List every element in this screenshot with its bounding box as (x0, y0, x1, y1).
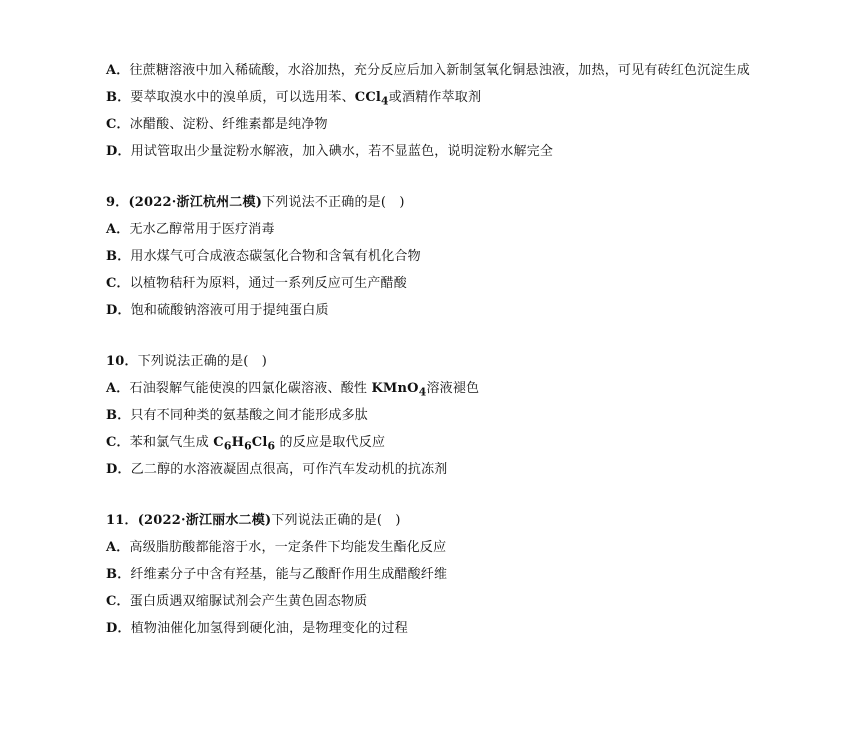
formula-c6h6cl6: $C_6H_6Cl_6$ (213, 435, 276, 453)
option-label: C． (106, 435, 130, 450)
option-text: 的反应是取代反应 (275, 435, 386, 450)
q9-option-a (106, 221, 275, 239)
option-label: D． (106, 144, 131, 159)
q8-option-b (106, 89, 481, 111)
question-source: (2022·浙江丽水二模) (137, 513, 272, 528)
q9-option-d (106, 302, 329, 320)
option-label: A． (106, 381, 130, 396)
q9-option-c (106, 275, 407, 293)
q10-stem (106, 353, 267, 371)
q8-option-c (106, 116, 328, 134)
option-label: B． (106, 249, 131, 264)
option-text: 无水乙醇常用于医疗消毒 (129, 222, 275, 237)
option-label: C． (106, 117, 130, 132)
option-label: D． (106, 621, 131, 636)
option-text: 乙二醇的水溶液凝固点很高，可作汽车发动机的抗冻剂 (130, 462, 448, 477)
q10-option-d (106, 461, 448, 479)
option-label: A． (106, 222, 130, 237)
option-text: 以植物秸秆为原料，通过一系列反应可生产醋酸 (129, 276, 407, 291)
option-label: C． (106, 276, 130, 291)
question-text: 下列说法不正确的是( ) (262, 195, 405, 210)
q11-option-d (106, 620, 408, 638)
question-number: 9． (106, 195, 129, 210)
option-label: D． (106, 303, 131, 318)
option-text: 饱和硫酸钠溶液可用于提纯蛋白质 (130, 303, 329, 318)
option-label: A． (106, 540, 130, 555)
q10-option-c (106, 434, 385, 456)
q9-stem (106, 194, 405, 212)
q11-stem (106, 512, 401, 530)
question-number: 11． (106, 513, 138, 528)
option-text: 植物油催化加氢得到硬化油，是物理变化的过程 (130, 621, 408, 636)
option-label: A． (106, 63, 130, 78)
q11-option-c (106, 593, 367, 611)
q9-option-b (106, 248, 421, 266)
option-text: 苯和氯气生成 (129, 435, 214, 450)
q11-option-b (106, 566, 447, 584)
option-label: D． (106, 462, 131, 477)
option-text: 或酒精作萃取剂 (388, 90, 482, 105)
option-text: 溶液褪色 (426, 381, 480, 396)
option-text: 蛋白质遇双缩脲试剂会产生黄色固态物质 (129, 594, 368, 609)
option-label: B． (106, 90, 131, 105)
option-text: 往蔗糖溶液中加入稀硫酸，水浴加热，充分反应后加入新制氢氧化铜悬浊液，加热，可见有砖红色沉淀生成 (129, 63, 750, 78)
question-source: (2022·浙江杭州二模) (128, 195, 263, 210)
question-text: 下列说法正确的是( ) (137, 354, 268, 369)
question-text: 下列说法正确的是( ) (271, 513, 401, 528)
question-number: 10． (106, 354, 138, 369)
q11-option-a (106, 539, 446, 557)
q8-option-a (106, 62, 750, 80)
q8-option-d (106, 143, 553, 161)
option-label: B． (106, 567, 131, 582)
option-label: C． (106, 594, 130, 609)
option-text: 高级脂肪酸都能溶于水，一定条件下均能发生酯化反应 (129, 540, 447, 555)
option-text: 用试管取出少量淀粉水解液，加入碘水，若不显蓝色，说明淀粉水解完全 (130, 144, 554, 159)
option-text: 冰醋酸、淀粉、纤维素都是纯净物 (129, 117, 328, 132)
option-text: 只有不同种类的氨基酸之间才能形成多肽 (130, 408, 368, 423)
q10-option-b (106, 407, 368, 425)
formula-ccl4: CCl$_4$ (354, 90, 389, 108)
option-text: 用水煤气可合成液态碳氢化合物和含氧有机化合物 (130, 249, 421, 264)
option-text: 要萃取溴水中的溴单质，可以选用苯、 (130, 90, 355, 105)
q10-option-a (106, 380, 479, 402)
option-text: 石油裂解气能使溴的四氯化碳溶液、酸性 (129, 381, 372, 396)
formula-kmno4: KMnO$_4$ (371, 381, 427, 399)
option-label: B． (106, 408, 131, 423)
option-text: 纤维素分子中含有羟基，能与乙酸酐作用生成醋酸纤维 (130, 567, 448, 582)
